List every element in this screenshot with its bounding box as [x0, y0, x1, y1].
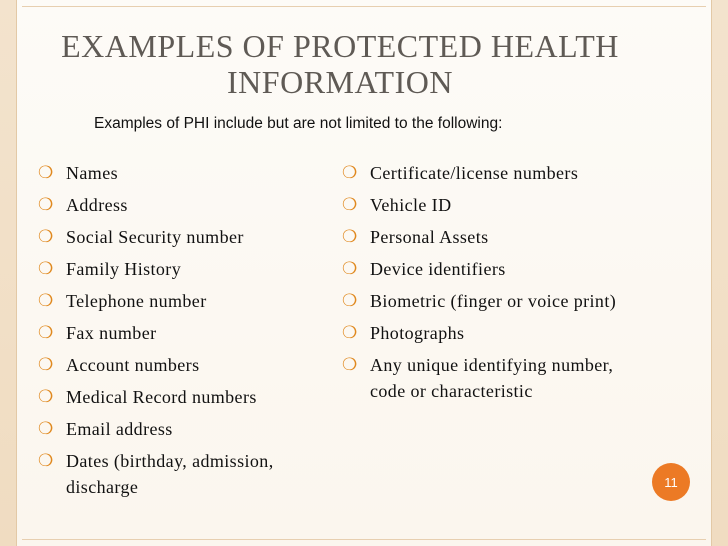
list-item — [38, 416, 318, 442]
bullet-icon: ❍ — [38, 195, 54, 214]
list-item-text: Telephone number — [66, 291, 207, 311]
bullet-icon: ❍ — [342, 227, 358, 246]
list-item — [38, 384, 318, 410]
list-item — [38, 256, 318, 282]
bullet-icon: ❍ — [342, 259, 358, 278]
bullet-icon: ❍ — [38, 163, 54, 182]
slide-title — [40, 28, 640, 100]
bullet-icon: ❍ — [38, 387, 54, 406]
list-item — [342, 160, 622, 186]
list-item-text: Medical Record numbers — [66, 387, 257, 407]
left-frame-border — [0, 0, 17, 546]
list-item — [38, 192, 318, 218]
bullet-icon: ❍ — [38, 291, 54, 310]
list-item — [38, 320, 318, 346]
bullet-icon: ❍ — [342, 195, 358, 214]
list-item-text: Email address — [66, 419, 173, 439]
left-bullet-list — [38, 160, 318, 506]
bullet-icon: ❍ — [342, 291, 358, 310]
bullet-icon: ❍ — [38, 259, 54, 278]
list-item-text: Certificate/license numbers — [370, 163, 579, 183]
list-item — [342, 256, 622, 282]
bullet-icon: ❍ — [38, 419, 54, 438]
list-item-text: Dates (birthday, admission, discharge — [66, 451, 274, 497]
list-item — [38, 352, 318, 378]
right-frame-border — [711, 0, 728, 546]
list-item-text: Any unique identifying number, code or characteristic — [370, 355, 614, 401]
list-item-text: Personal Assets — [370, 227, 489, 247]
list-item-text: Vehicle ID — [370, 195, 452, 215]
bullet-icon: ❍ — [342, 163, 358, 182]
list-item — [38, 224, 318, 250]
bullet-icon: ❍ — [38, 451, 54, 470]
list-item — [38, 288, 318, 314]
right-bullet-list — [342, 160, 622, 410]
bottom-rule — [22, 539, 706, 540]
list-item-text: Device identifiers — [370, 259, 506, 279]
list-item-text: Photographs — [370, 323, 465, 343]
list-item-text: Family History — [66, 259, 182, 279]
list-item — [342, 288, 622, 314]
page-number-badge: 11 — [652, 463, 690, 501]
bullet-icon: ❍ — [38, 227, 54, 246]
top-rule — [22, 6, 706, 7]
slide-subtitle: Examples of PHI include but are not limited to the following: — [94, 115, 503, 132]
list-item — [342, 320, 622, 346]
bullet-icon: ❍ — [38, 323, 54, 342]
list-item — [342, 352, 622, 404]
list-item-text: Names — [66, 163, 118, 183]
bullet-icon: ❍ — [38, 355, 54, 374]
list-item — [342, 224, 622, 250]
bullet-icon: ❍ — [342, 355, 358, 374]
list-item-text: Fax number — [66, 323, 157, 343]
bullet-icon: ❍ — [342, 323, 358, 342]
list-item — [38, 448, 318, 500]
title-line-2: INFORMATION — [227, 64, 453, 100]
list-item-text: Address — [66, 195, 128, 215]
list-item — [342, 192, 622, 218]
list-item-text: Biometric (finger or voice print) — [370, 291, 617, 311]
list-item-text: Social Security number — [66, 227, 244, 247]
list-item — [38, 160, 318, 186]
title-line-1: EXAMPLES OF PROTECTED HEALTH — [61, 28, 619, 64]
list-item-text: Account numbers — [66, 355, 200, 375]
